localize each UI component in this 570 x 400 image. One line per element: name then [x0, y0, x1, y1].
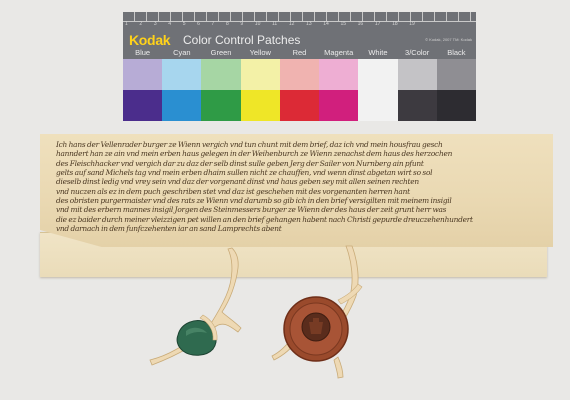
patch-label-green: Green: [210, 48, 232, 57]
ruler-number: 8: [225, 21, 229, 27]
patch-label-blue: Blue: [135, 48, 151, 57]
charter-line: vnd darnach in dem funfczehenten iar an sand Lamprechts abent: [56, 224, 282, 234]
charter-line: Ich hans der Vellenrader burger ze Wienn vergich vnd tun chunt mit dem brief, daz ich vnd mein housfrau gesch: [56, 140, 443, 149]
charter-line: dieselb dinst ledig vnd vrey sein vnd daz der vorgenant dinst vnd haus geben sey mit allen seinen rechten: [56, 177, 419, 187]
ruler-number: 9: [240, 21, 244, 27]
ruler-number: 15: [340, 21, 347, 27]
charter-line: vnd nuczen als ez in dem puch geschriben stet vnd daz ist geschehen mit des vorgenanten herren hant: [56, 186, 410, 196]
charter-line: hanndert han ze ain vnd mein erben haus gelegen in der Weihenburch ze Wienn zenachst dem haus des herzochen: [56, 149, 453, 159]
ruler-number: 18: [392, 21, 398, 27]
patch-label-yellow: Yellow: [249, 48, 271, 57]
charter-line: vnd mit des erbern mannes insigil Jorgen des Steinmessers burger ze Wienn der des haus der zeit grunt herr was: [56, 205, 447, 215]
patch-label-black: Black: [447, 48, 466, 57]
ruler-number: 1: [125, 21, 128, 27]
patch-label-cyan: Cyan: [173, 48, 191, 57]
ruler-number: 17: [374, 21, 381, 27]
ruler-number: 13: [306, 21, 312, 27]
ruler-number: 2: [139, 21, 143, 27]
ruler-number: 11: [272, 21, 278, 27]
product-title: Color Control Patches: [183, 33, 301, 47]
ruler-number: 16: [357, 21, 364, 27]
patch-label-3color: 3/Color: [405, 48, 430, 57]
ruler-number: 6: [197, 21, 200, 27]
ruler-number: 4: [168, 21, 172, 27]
ruler-number: 3: [153, 21, 157, 27]
ruler-number: 14: [323, 21, 329, 27]
charter-line: die ez baider durch meiner vleizzigen pet willen an den brief gehangen habent nach Christi gepurde dreuczehenhundert: [56, 214, 473, 224]
copyright-line: © Kodak, 2007 TM: Kodak: [425, 37, 472, 42]
charter-line: des obristen purgermaister vnd des rats ze Wienn vnd darumb so gib ich in den brief versigilten mit meinem insigil: [56, 196, 452, 206]
ruler-number: 5: [182, 21, 186, 27]
ruler-number: 12: [288, 21, 295, 27]
patch-label-magenta: Magenta: [324, 48, 354, 57]
charter-line: gelts auf sand Michels tag vnd mein erben dhaim sullen nicht ze chauffen, vnd wenn dinst abgetan wirt so sol: [56, 168, 433, 178]
charter-line: des Fleischhacker vnd vergich dar zu daz der selb dinst sulle geben Jerg der Sailer von Nurnberg ain pfunt: [56, 158, 424, 168]
ruler-number: 7: [211, 21, 215, 27]
patch-label-white: White: [368, 48, 388, 57]
ruler-number: 19: [409, 21, 415, 27]
right-seal-tag: [339, 246, 358, 320]
kodak-brand: Kodak: [129, 32, 171, 48]
ruler-number: 10: [254, 21, 261, 27]
patch-label-red: Red: [292, 48, 307, 57]
